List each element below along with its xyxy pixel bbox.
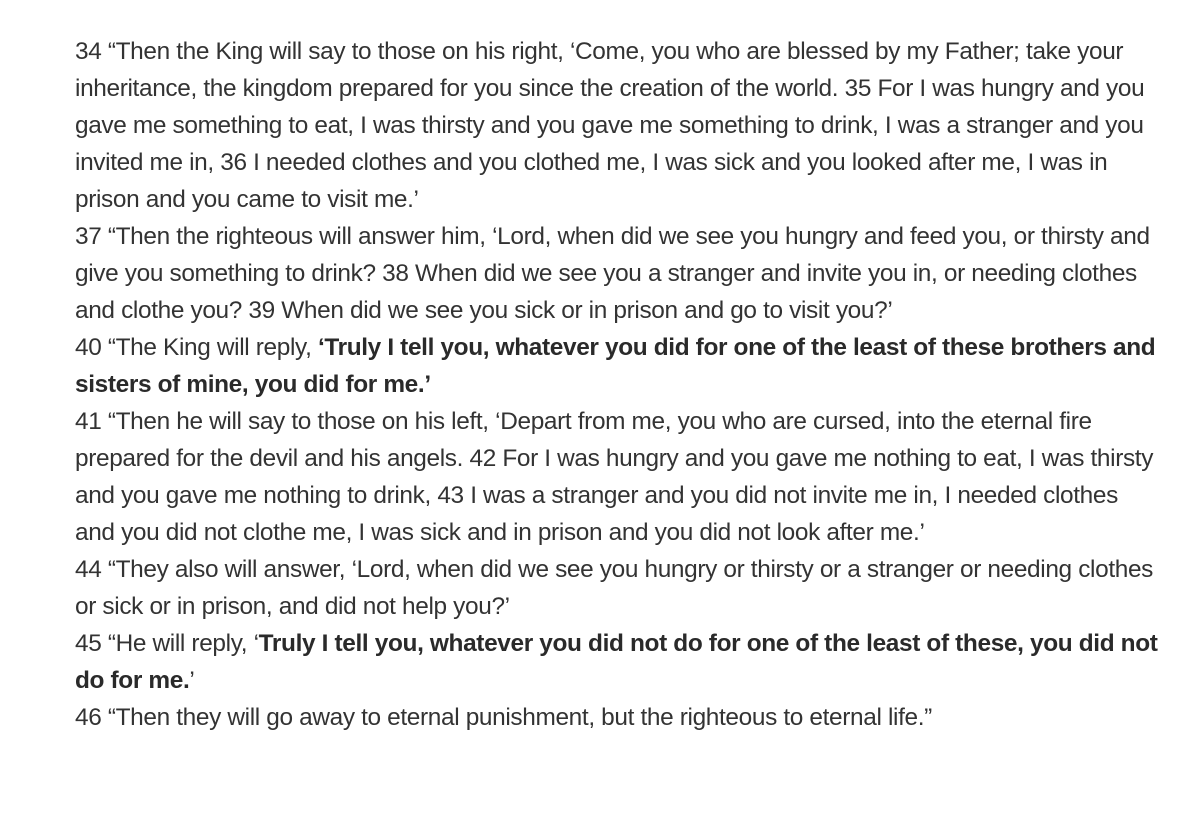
verse-text: 37 “Then the righteous will answer him, ‘Lord, when did we see you hungry and feed you, or thirsty and give you something to drink? 38 When did we see you a stranger and invite you in, or needing clothes and clothe you? 39 When did we see you sick or in prison and go to visit you?’ <box>75 223 1150 324</box>
verse-paragraph-40 <box>75 329 1160 403</box>
verse-text: 44 “They also will answer, ‘Lord, when did we see you hungry or thirsty or a stranger or needing clothes or sick or in prison, and did not help you?’ <box>75 556 1154 620</box>
verse-paragraph-45 <box>75 625 1160 699</box>
verse-paragraph-34 <box>75 33 1160 218</box>
verse-text: 40 “The King will reply, <box>75 334 318 361</box>
emphasized-quote: Truly I tell you, whatever you did not do for one of the least of these, you did not do for me. <box>75 630 1158 694</box>
verse-paragraph-44 <box>75 551 1160 625</box>
scripture-passage <box>75 33 1160 736</box>
verse-paragraph-37 <box>75 218 1160 329</box>
verse-paragraph-41 <box>75 403 1160 551</box>
verse-text: 46 “Then they will go away to eternal punishment, but the righteous to eternal life.” <box>75 704 932 731</box>
verse-paragraph-46 <box>75 699 1160 736</box>
verse-text: ’ <box>189 667 195 694</box>
emphasized-quote: ‘Truly I tell you, whatever you did for one of the least of these brothers and sisters of mine, you did for me.’ <box>75 334 1156 398</box>
verse-text: 34 “Then the King will say to those on his right, ‘Come, you who are blessed by my Father; take your inheritance, the kingdom prepared for you since the creation of the world. 35 For I was hungry and you gave me something to eat, I was thirsty and you gave me something to drink, I was a stranger and you invited me in, 36 I needed clothes and you clothed me, I was sick and you looked after me, I was in prison and you came to visit me.’ <box>75 38 1145 213</box>
verse-text: 41 “Then he will say to those on his left, ‘Depart from me, you who are cursed, into the eternal fire prepared for the devil and his angels. 42 For I was hungry and you gave me nothing to eat, I was thirsty and you gave me nothing to drink, 43 I was a stranger and you did not invite me in, I needed clothes and you did not clothe me, I was sick and in prison and you did not look after me.’ <box>75 408 1154 546</box>
verse-text: 45 “He will reply, ‘ <box>75 630 259 657</box>
